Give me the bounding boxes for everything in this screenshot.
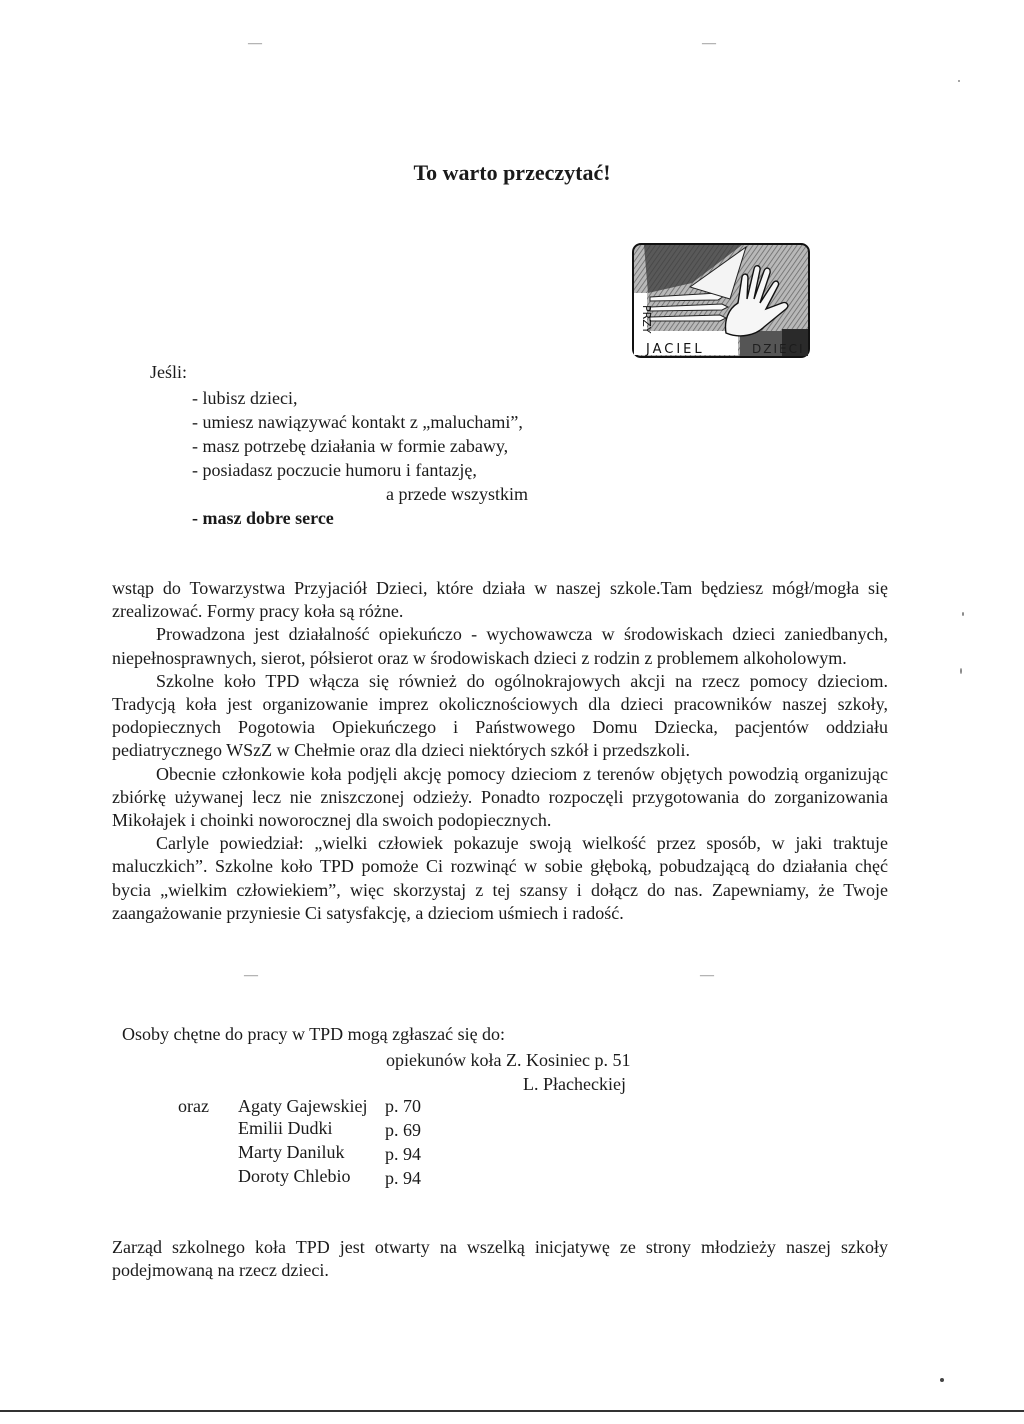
paragraph: Zarząd szkolnego koła TPD jest otwarty na wszelką inicjatywę ze strony młodzieży naszej szkoły podejmowaną na rzecz dzieci. xyxy=(112,1237,888,1281)
highlight-text: - masz dobre serce xyxy=(192,508,334,528)
logo-text-obscured: DZIECI xyxy=(752,342,805,356)
person-name: Marty Daniluk xyxy=(238,1142,345,1162)
oraz-label: oraz xyxy=(178,1096,209,1116)
paragraph: wstąp do Towarzystwa Przyjaciół Dzieci, które działa w naszej szkole.Tam będziesz mógł/mogła się zrealizować. Formy pracy koła są różne. xyxy=(112,578,888,622)
scan-dash-mark: — xyxy=(244,968,258,983)
person-name: Emilii Dudki xyxy=(238,1118,333,1138)
tpd-logo xyxy=(632,243,810,358)
guardians-line: L. Płacheckiej xyxy=(523,1074,626,1094)
scan-speck xyxy=(962,612,964,616)
scan-dash-mark: — xyxy=(700,968,714,983)
paragraph: Prowadzona jest działalność opiekuńczo - wychowawcza w środowiskach dzieci zaniedbanych, niepełnosprawnych, sierot, półsierot oraz w środowiskach dzieci z rodzin z problemem alkoholowym. xyxy=(112,624,888,668)
body-text xyxy=(112,577,888,925)
person-room: p. 94 xyxy=(385,1168,421,1188)
closing-text xyxy=(112,1236,888,1282)
scan-speck xyxy=(960,668,962,674)
scan-speck xyxy=(958,80,960,82)
list-item: - lubisz dzieci, xyxy=(192,388,298,408)
scan-dash-mark: — xyxy=(702,36,716,51)
scan-speck xyxy=(940,1378,944,1382)
paragraph: Obecnie członkowie koła podjęli akcję pomocy dzieciom z terenów objętych powodzią organizując zbiórkę używanej lecz nie zniszczonej odzieży. Ponadto rozpoczęli przygotowania do zorganizowania Mikołajek i choinki noworocznej dla swoich podopiecznych. xyxy=(112,763,888,831)
logo-text-vertical: PRZY xyxy=(640,305,653,334)
page-title: To warto przeczytać! xyxy=(413,160,611,185)
person-name: Doroty Chlebio xyxy=(238,1166,351,1186)
logo-text-bottom: JACIEL xyxy=(646,342,705,357)
paragraph: Szkolne koło TPD włącza się również do ogólnokrajowych akcji na rzecz pomocy dzieciom. Tradycją koła jest organizowanie imprez okolicznościowych dla dzieci pracowników naszej szkoły, podopiecznych Pogotowia Opiekuńczego i Państwowego Domu Dziecka, pacjentów oddziału pediatrycznego WSzZ w Chełmie oraz dla dzieci niektórych szkół i przedszkoli. xyxy=(112,670,888,761)
person-room: p. 70 xyxy=(385,1096,421,1116)
person-name: Agaty Gajewskiej xyxy=(238,1096,368,1116)
scan-edge-line xyxy=(0,1410,1024,1412)
paragraph: Carlyle powiedział: „wielki człowiek pokazuje swoją wielkość przez sposób, w jaki traktuje maluczkich”. Szkolne koło TPD pomoże Ci rozwinąć w sobie głęboką, pobudzającą do działania chęć bycia „wielkim człowiekiem”, więc skorzystaj z tej szansy i dołącz do nas. Zapewniamy, że Twoje zaangażowanie przyniesie Ci satysfakcję, a dzieciom uśmiech i radość. xyxy=(112,833,888,923)
above-all-text: a przede wszystkim xyxy=(386,484,528,504)
intro-lead: Jeśli: xyxy=(150,362,188,382)
contacts-lead: Osoby chętne do pracy w TPD mogą zgłaszać się do: xyxy=(122,1024,506,1044)
guardians-line: opiekunów koła Z. Kosiniec p. 51 xyxy=(386,1050,631,1070)
list-item: - umiesz nawiązywać kontakt z „maluchami”, xyxy=(192,412,523,432)
list-item: - posiadasz poczucie humoru i fantazję, xyxy=(192,460,477,480)
list-item: - masz potrzebę działania w formie zabawy, xyxy=(192,436,509,456)
person-room: p. 69 xyxy=(385,1120,421,1140)
scan-dash-mark: — xyxy=(248,36,262,51)
person-room: p. 94 xyxy=(385,1144,421,1164)
